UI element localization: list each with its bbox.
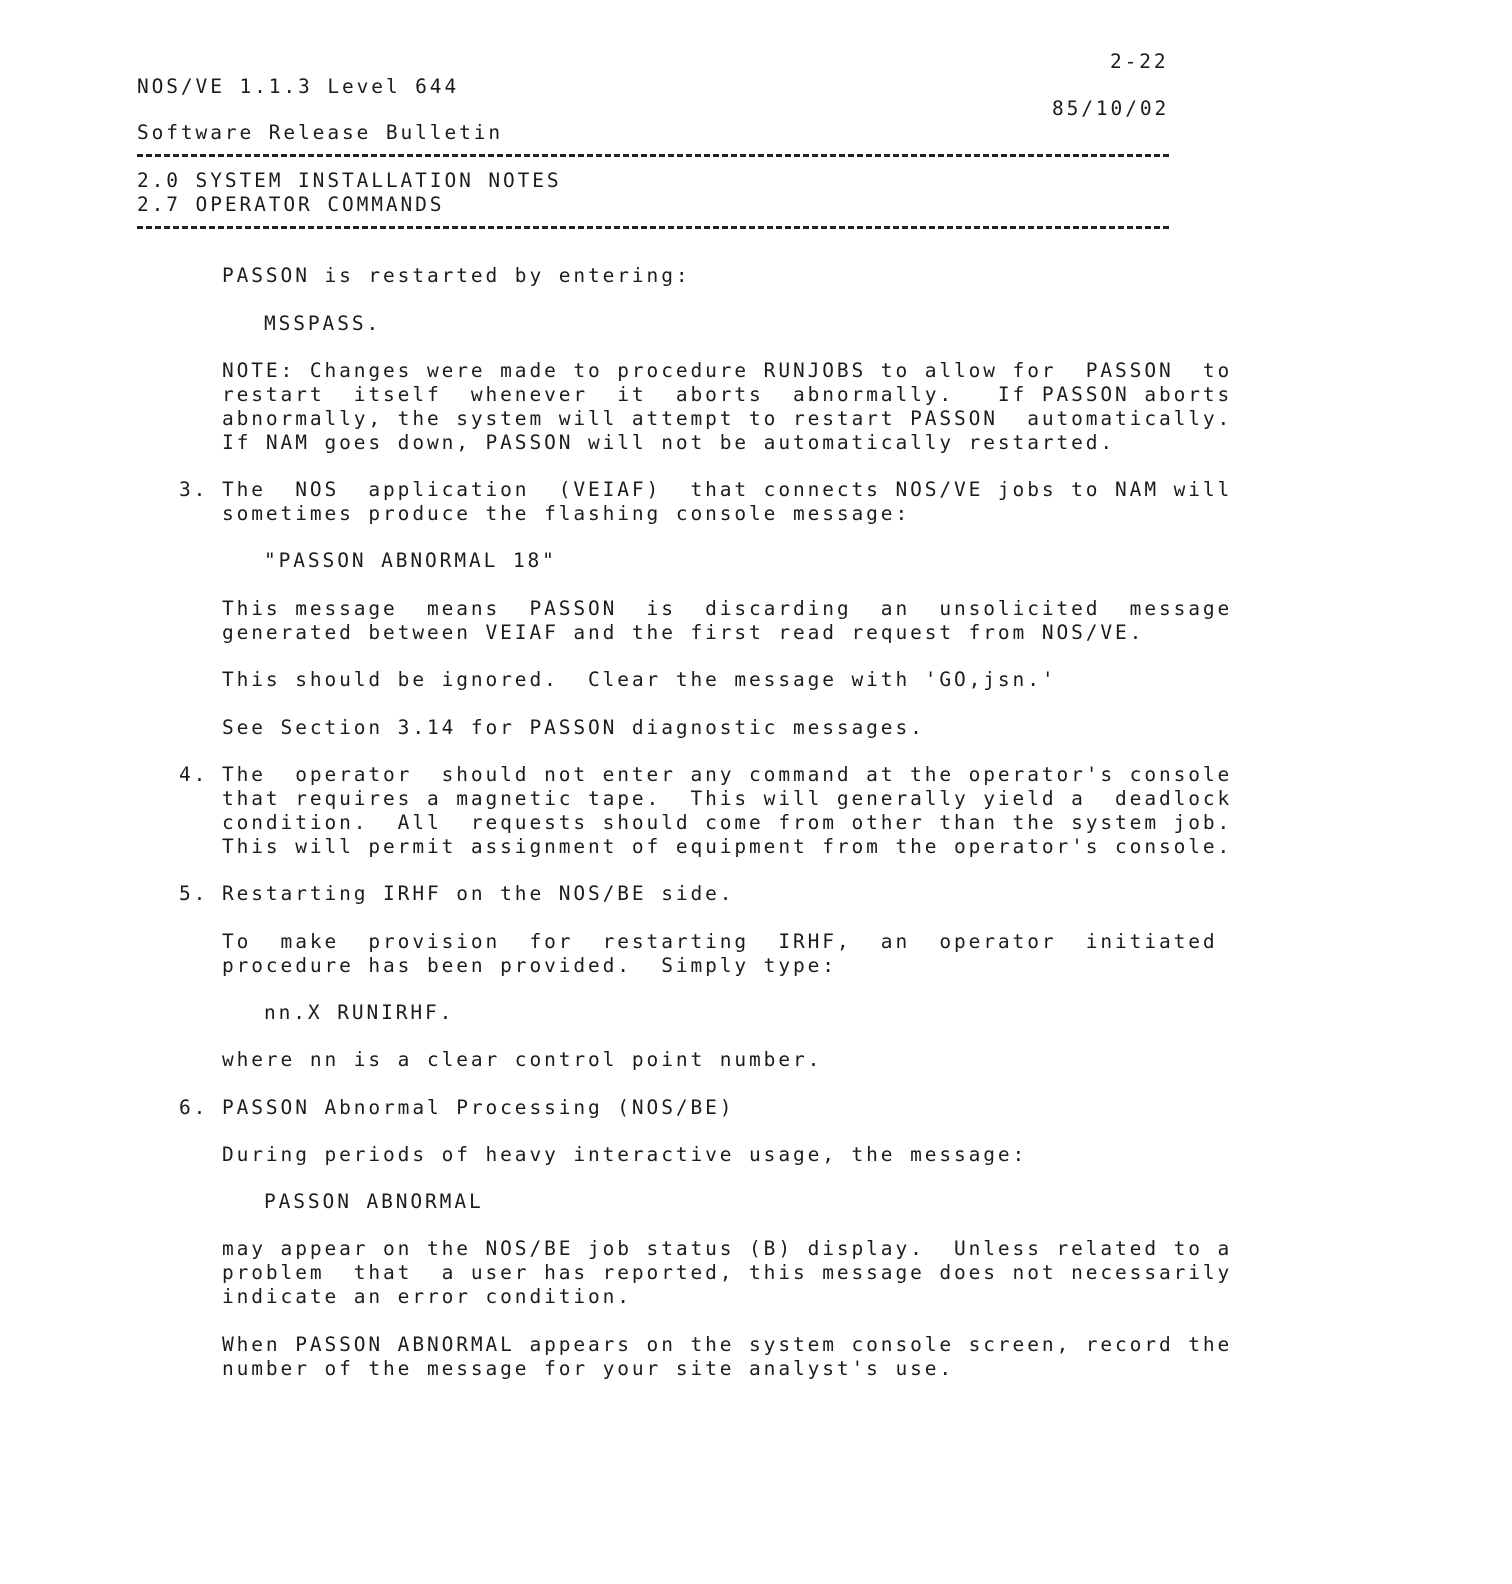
item-4-line: This will permit assignment of equipment from the operator's console. (222, 835, 1233, 858)
item-6-line: may appear on the NOS/BE job status (B) display. Unless related to a (222, 1237, 1233, 1260)
item-5-line: To make provision for restarting IRHF, an operator initiated (222, 930, 1218, 953)
item-6-number: 6. (179, 1096, 209, 1119)
note-line: If NAM goes down, PASSON will not be automatically restarted. (222, 431, 1116, 454)
restart-intro: PASSON is restarted by entering: (222, 264, 691, 287)
item-6-message: PASSON ABNORMAL (264, 1190, 484, 1213)
item-5-where-line: where nn is a clear control point number. (222, 1048, 823, 1071)
note-line: restart itself whenever it aborts abnormally. If PASSON aborts (222, 383, 1233, 406)
bulletin-title: Software Release Bulletin (137, 121, 503, 144)
header-divider-top (137, 154, 1169, 157)
header-divider-bottom (137, 226, 1169, 229)
item-6-intro: During periods of heavy interactive usage, the message: (222, 1143, 1028, 1166)
document-date: 85/10/02 (1052, 97, 1170, 120)
item-3-explain-line: generated between VEIAF and the first read request from NOS/VE. (222, 621, 1145, 644)
note-line: NOTE: Changes were made to procedure RUNJOBS to allow for PASSON to (222, 359, 1233, 382)
item-4-line: condition. All requests should come from other than the system job. (222, 811, 1233, 834)
item-6-line: problem that a user has reported, this message does not necessarily (222, 1261, 1233, 1284)
item-4-line: that requires a magnetic tape. This will generally yield a deadlock (222, 787, 1233, 810)
item-5-line: procedure has been provided. Simply type: (222, 954, 837, 977)
item-6-title: PASSON Abnormal Processing (NOS/BE) (222, 1096, 735, 1119)
subsection-heading: 2.7 OPERATOR COMMANDS (137, 193, 445, 216)
item-5-number: 5. (179, 882, 209, 905)
item-4-line: The operator should not enter any command at the operator's console (222, 763, 1233, 786)
item-4-number: 4. (179, 763, 209, 786)
page-number: 2-22 (1110, 50, 1169, 73)
item-3-message: "PASSON ABNORMAL 18" (264, 549, 557, 572)
note-line: abnormally, the system will attempt to restart PASSON automatically. (222, 407, 1233, 430)
item-6-closing-line: number of the message for your site analyst's use. (222, 1357, 954, 1380)
product-version: NOS/VE 1.1.3 Level 644 (137, 75, 460, 98)
item-3-ignore-line: This should be ignored. Clear the message with 'GO,jsn.' (222, 668, 1057, 691)
item-3-number: 3. (179, 478, 209, 501)
item-3-see-line: See Section 3.14 for PASSON diagnostic messages. (222, 716, 925, 739)
section-heading: 2.0 SYSTEM INSTALLATION NOTES (137, 169, 562, 192)
item-6-closing-line: When PASSON ABNORMAL appears on the system console screen, record the (222, 1333, 1233, 1356)
item-5-command: nn.X RUNIRHF. (264, 1001, 455, 1024)
item-3-line: sometimes produce the flashing console message: (222, 502, 911, 525)
item-3-line: The NOS application (VEIAF) that connects NOS/VE jobs to NAM will (222, 478, 1233, 501)
item-6-line: indicate an error condition. (222, 1285, 632, 1308)
item-5-title: Restarting IRHF on the NOS/BE side. (222, 882, 735, 905)
item-3-explain-line: This message means PASSON is discarding an unsolicited message (222, 597, 1233, 620)
restart-command: MSSPASS. (264, 312, 382, 335)
